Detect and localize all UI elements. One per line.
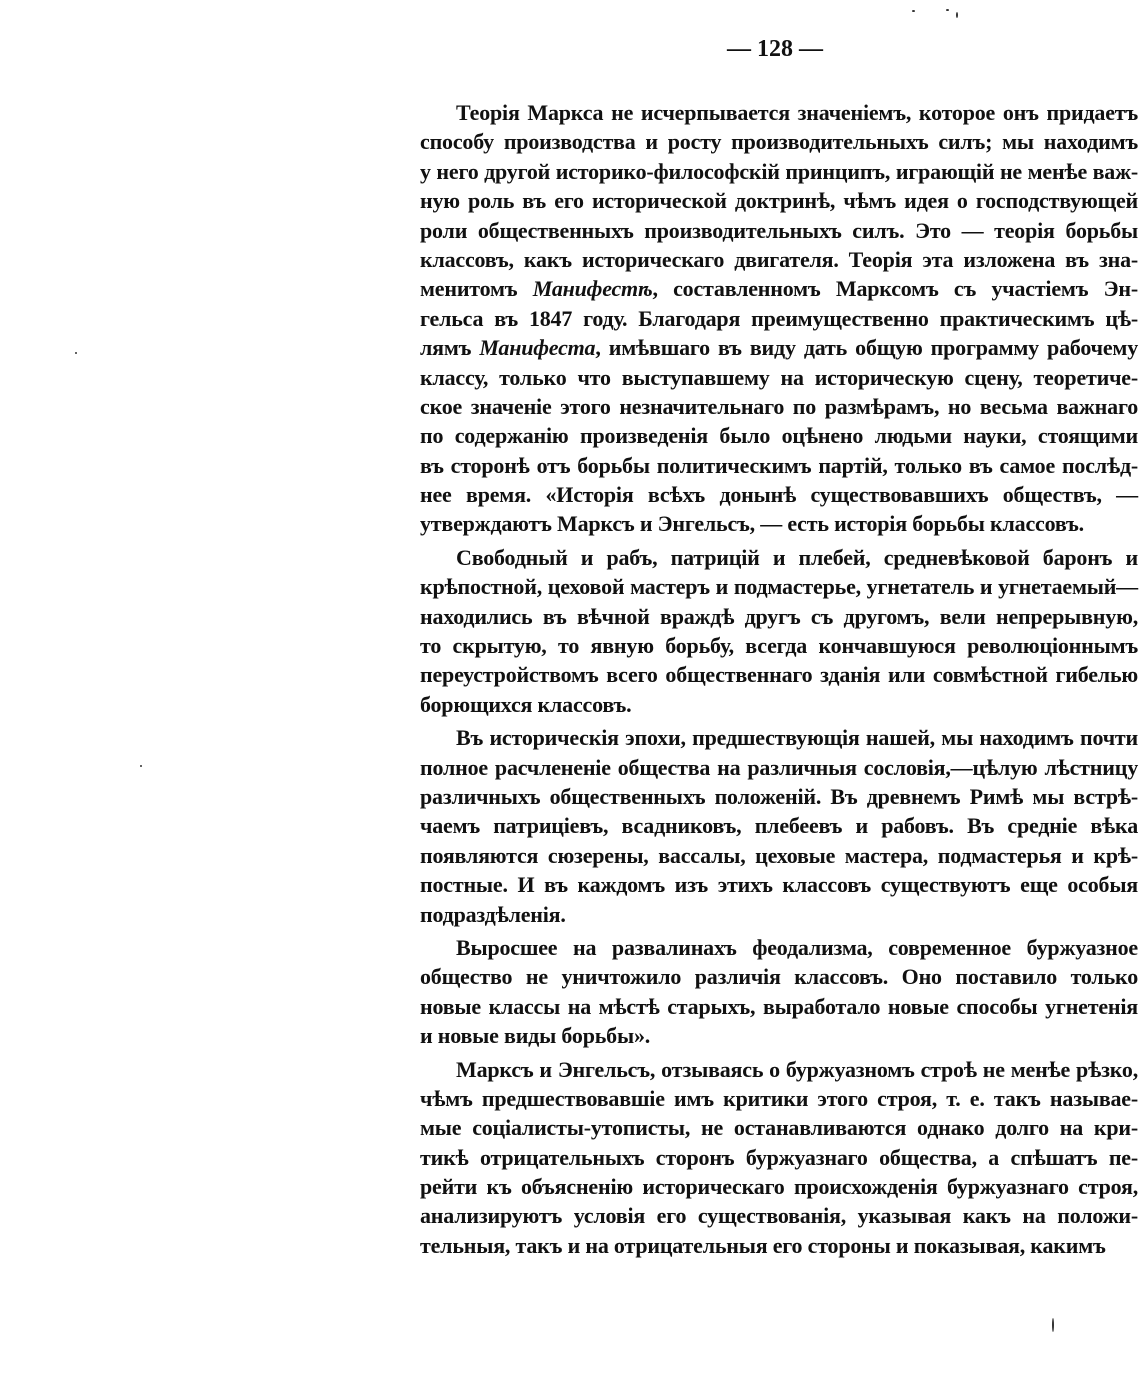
text-line: менитомъ Манифестѣ, составленномъ Марксомъ съ участіемъ Эн- [420, 276, 1138, 302]
text-line: ское значеніе этого незначительнаго по размѣрамъ, но весьма важнаго [420, 393, 1138, 419]
text-line: лямъ Манифеста, имѣвшаго въ виду дать общую программу рабочему [420, 335, 1138, 361]
paragraph [420, 543, 1138, 719]
text-line: находились въ вѣчной враждѣ другъ съ другомъ, вели непрерывную, [420, 603, 1138, 629]
text-line: чѣмъ предшествовавшіе имъ критики этого строя, т. е. такъ называе- [420, 1085, 1138, 1111]
text-line: и новые виды борьбы». [420, 1023, 651, 1049]
text-line: подраздѣленія. [420, 901, 566, 927]
text-line: утверждаютъ Марксъ и Энгельсъ, — есть исторія борьбы классовъ. [420, 511, 1084, 537]
text-line: у него другой историко-философскій принципъ, играющій не менѣе важ- [420, 158, 1138, 184]
text-line: тельныя, такъ и на отрицательныя его стороны и показывая, какимъ [420, 1232, 1106, 1258]
scan-speck [140, 765, 142, 767]
text-line: ную роль въ его исторической доктринѣ, чѣмъ идея о господствующей [420, 188, 1138, 214]
text-line: рейти къ объясненію историческаго происхожденія буржуазнаго строя, [420, 1174, 1138, 1200]
text-line: постные. И въ каждомъ изъ этихъ классовъ существуютъ еще особыя [420, 872, 1138, 898]
text-line: полное расчлененіе общества на различныя сословія,—цѣлую лѣстницу [420, 754, 1138, 780]
text-line: тикѣ отрицательныхъ сторонъ буржуазнаго общества, а спѣшатъ пе- [420, 1144, 1138, 1170]
text-line: появляются сюзерены, вассалы, цеховые мастера, подмастерья и крѣ- [420, 842, 1138, 868]
paragraph [420, 98, 1138, 539]
text-line: анализируютъ условія его существованія, указывая какъ на положи- [420, 1203, 1138, 1229]
scan-speck [912, 10, 915, 12]
text-line: Въ историческія эпохи, предшествующія нашей, мы находимъ почти [456, 725, 1138, 751]
scan-speck [75, 352, 77, 354]
paragraph [420, 723, 1138, 929]
text-line: гельса въ 1847 году. Благодаря преимущественно практическимъ цѣ- [420, 305, 1138, 331]
text-line: нее время. «Исторія всѣхъ донынѣ существовавшихъ обществъ, — [420, 482, 1138, 508]
text-line: то скрытую, то явную борьбу, всегда кончавшуюся революціоннымъ [420, 633, 1138, 659]
page-number: — 128 — [727, 36, 823, 62]
scan-speck [956, 12, 958, 18]
text-line: чаемъ патриціевъ, всадниковъ, плебеевъ и рабовъ. Въ средніе вѣка [420, 813, 1138, 839]
text-line: крѣпостной, цеховой мастеръ и подмастерье, угнетатель и угнетаемый— [420, 574, 1138, 600]
text-line: роли общественныхъ производительныхъ силъ. Это — теорія борьбы [420, 217, 1138, 243]
text-line: Марксъ и Энгельсъ, отзываясь о буржуазномъ строѣ не менѣе рѣзко, [456, 1056, 1138, 1082]
text-line: новые классы на мѣстѣ старыхъ, выработало новые способы угнетенія [420, 993, 1138, 1019]
paragraph [420, 1055, 1138, 1261]
text-line: классу, только что выступавшему на историческую сцену, теоретиче- [420, 364, 1138, 390]
text-line: борющихся классовъ. [420, 691, 632, 717]
scan-speck [946, 9, 949, 11]
scan-speck [1052, 1318, 1054, 1332]
text-line: различныхъ общественныхъ положеній. Въ древнемъ Римѣ мы встрѣ- [420, 783, 1138, 809]
text-line: по содержанію произведенія было оцѣнено людьми науки, стоящими [420, 423, 1138, 449]
text-line: общество не уничтожило различія классовъ. Оно поставило только [420, 964, 1138, 990]
text-line: Теорія Маркса не исчерпывается значеніемъ, которое онъ придаетъ [456, 100, 1138, 125]
text-line: въ сторонѣ отъ борьбы политическимъ партій, только въ самое послѣд- [420, 452, 1138, 478]
paragraph [420, 933, 1138, 1051]
text-line: Выросшее на развалинахъ феодализма, современное буржуазное [456, 934, 1138, 960]
text-line: переустройствомъ всего общественнаго зданія или совмѣстной гибелью [420, 662, 1138, 688]
italic-title: Манифеста [479, 335, 596, 361]
body-text [420, 98, 1138, 1264]
text-line: классовъ, какъ историческаго двигателя. Теорія эта изложена въ зна- [420, 246, 1138, 272]
text-line: способу производства и росту производительныхъ силъ; мы находимъ [420, 129, 1138, 155]
italic-title: Манифестѣ [532, 276, 653, 302]
text-line: Свободный и рабъ, патрицій и плебей, средневѣковой баронъ и [456, 544, 1138, 570]
text-line: мые соціалисты-утописты, не останавливаются однако долго на кри- [420, 1115, 1138, 1141]
